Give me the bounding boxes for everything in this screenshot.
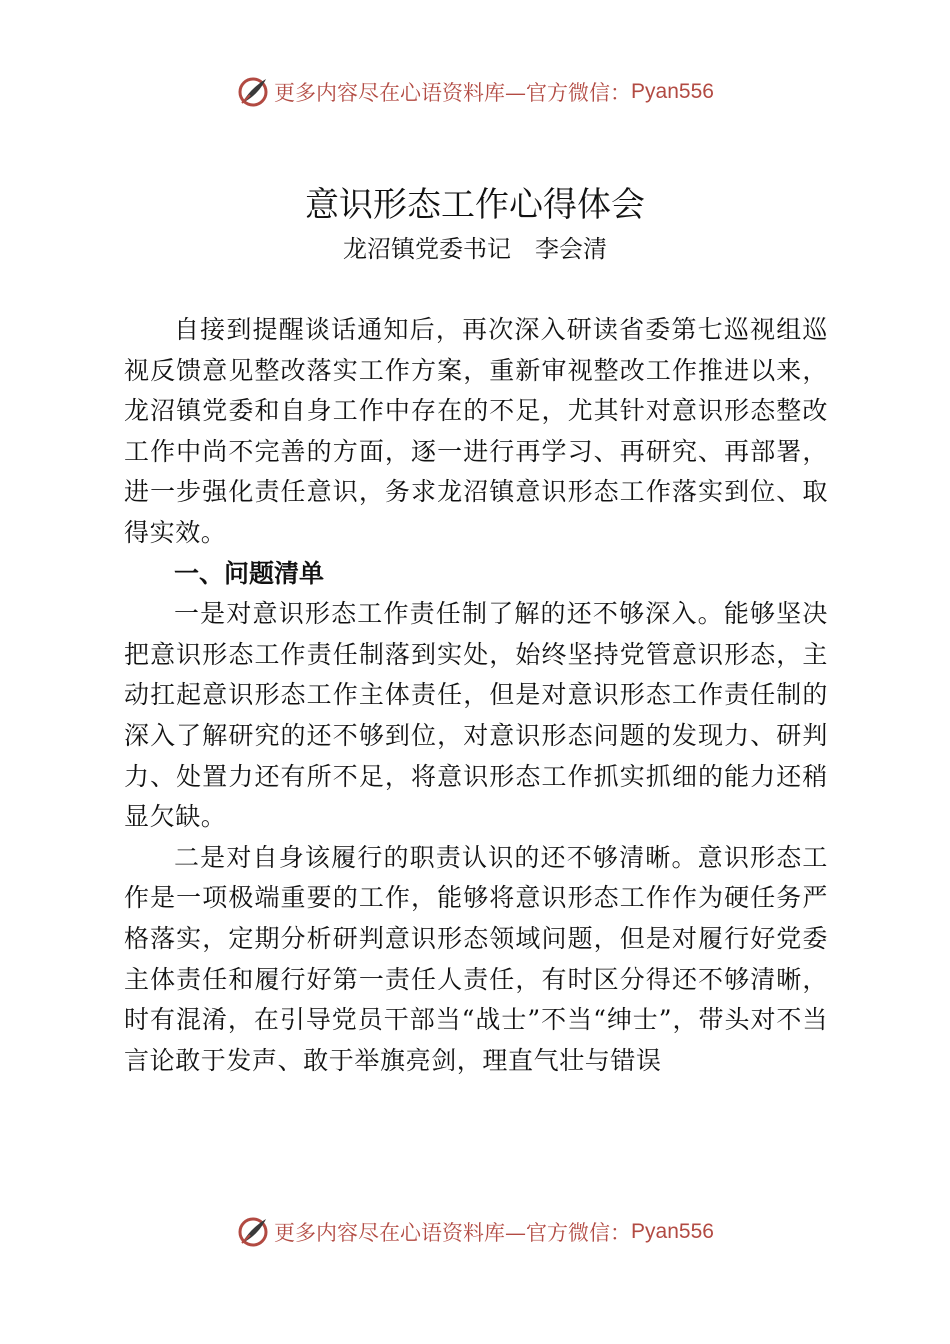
paragraph-intro: 自接到提醒谈话通知后，再次深入研读省委第七巡视组巡视反馈意见整改落实工作方案，重新审视整改工作推进以来，龙沼镇党委和自身工作中存在的不足，尤其针对意识形态整改工作中尚不完善的方面，逐一进行再学习、再研究、再部署，进一步强化责任意识，务求龙沼镇意识形态工作落实到位、取得实效。 bbox=[124, 315, 828, 547]
wechat-id: Pyan556 bbox=[631, 1220, 714, 1243]
quill-logo-icon bbox=[236, 75, 270, 109]
footer-banner bbox=[0, 1210, 950, 1254]
banner-text: 更多内容尽在心语资料库—官方微信： bbox=[274, 1221, 632, 1245]
document-author: 龙沼镇党委书记 李会清 bbox=[343, 235, 607, 263]
document-body bbox=[124, 310, 828, 1081]
paragraph-issue-1: 一是对意识形态工作责任制了解的还不够深入。能够坚决把意识形态工作责任制落到实处，始终坚持党管意识形态，主动扛起意识形态工作主体责任，但是对意识形态工作责任制的深入了解研究的还不够到位，对意识形态问题的发现力、研判力、处置力还有所不足，将意识形态工作抓实抓细的能力还稍显欠缺。 bbox=[124, 599, 828, 832]
section-heading: 一、问题清单 bbox=[174, 558, 325, 588]
paragraph-issue-2: 二是对自身该履行的职责认识的还不够清晰。意识形态工作是一项极端重要的工作，能够将意识形态工作作为硬任务严格落实，定期分析研判意识形态领域问题，但是对履行好党委主体责任和履行好第一责任人责任，有时区分得还不够清晰，时有混淆，在引导党员干部当“战士”不当“绅士”，带头对不当言论敢于发声、敢于举旗亮剑，理直气壮与错误 bbox=[124, 842, 828, 1075]
quill-logo-icon bbox=[236, 1215, 270, 1249]
header-banner bbox=[0, 70, 950, 114]
document-title: 意识形态工作心得体会 bbox=[305, 185, 645, 225]
wechat-id: Pyan556 bbox=[631, 80, 714, 103]
banner-text: 更多内容尽在心语资料库—官方微信： bbox=[274, 81, 632, 105]
